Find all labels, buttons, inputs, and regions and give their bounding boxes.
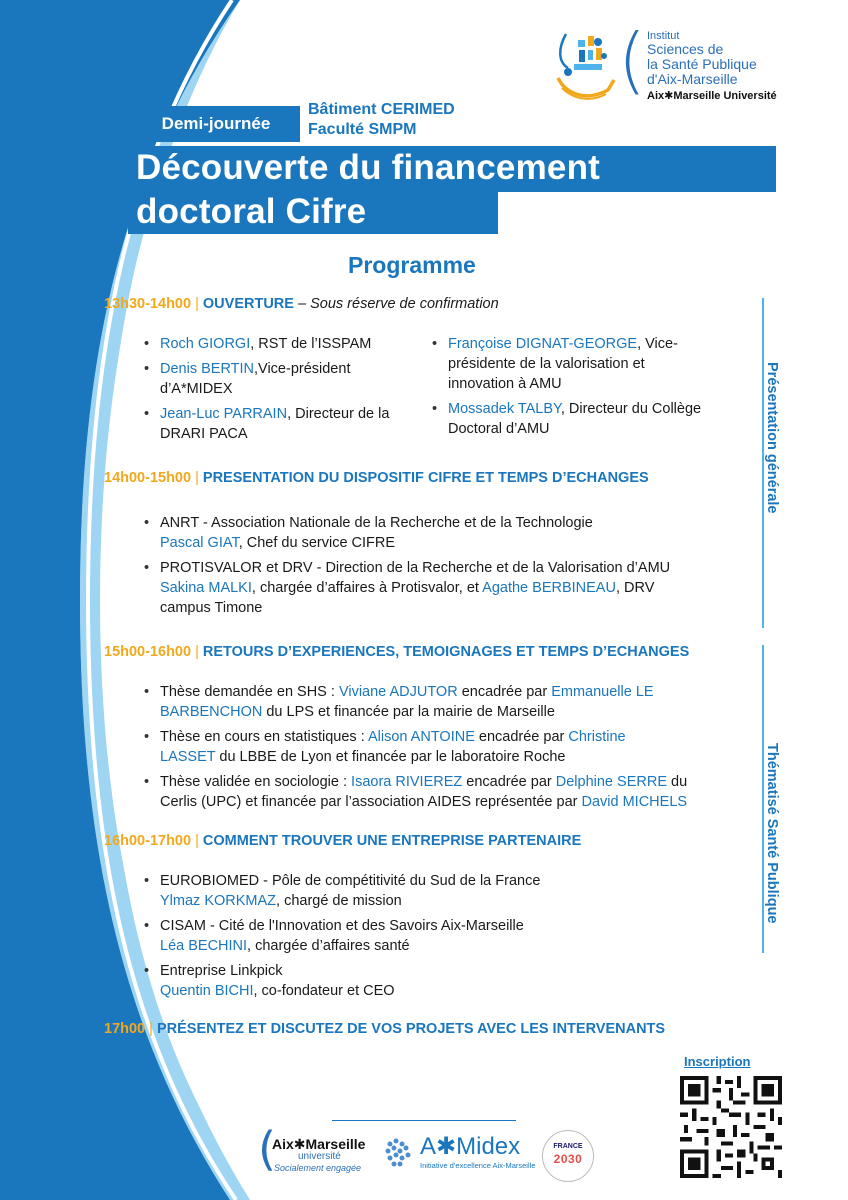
side-label-general: Présentation générale: [764, 362, 780, 514]
amidex-dots-icon: [384, 1136, 416, 1170]
org-line: CISAM - Cité de l'Innovation et des Savoirs Aix-Marseille: [160, 918, 524, 934]
france-2030-logo: [542, 1130, 594, 1182]
speaker-name: Pascal GIAT: [160, 535, 239, 551]
speaker-role-cont: Doctoral d’AMU: [448, 421, 550, 437]
list-item: [142, 558, 742, 618]
amu-logo: [258, 1122, 378, 1176]
cifre-items: [142, 513, 742, 623]
qr-code-icon[interactable]: [680, 1076, 782, 1178]
page-title-line1: Découverte du financement: [128, 146, 776, 192]
isspam-logo: [552, 18, 792, 110]
list-item: [142, 871, 742, 911]
programme-heading: Programme: [348, 252, 476, 278]
text: encadrée par: [474, 729, 569, 745]
section-separator: |: [195, 470, 199, 486]
speaker-role: , Chef du service CIFRE: [238, 535, 396, 551]
org-line: EUROBIOMED - Pôle de compétitivité du Sud de la France: [160, 873, 541, 889]
section-opening-header: [104, 296, 499, 312]
section-time: 17h00: [104, 1021, 146, 1037]
speaker-role: , co-fondateur et CEO: [253, 983, 395, 999]
isspam-line2: Sciences de: [647, 41, 724, 57]
section-time: 13h30-14h00: [104, 296, 192, 312]
list-item: [142, 727, 754, 767]
speaker-name-cont: BARBENCHON: [160, 704, 263, 720]
section-time: 14h00-15h00: [104, 470, 192, 486]
speaker-name: David MICHELS: [581, 794, 688, 810]
section-heading: RETOURS D’EXPERIENCES, TEMOIGNAGES ET TEMPS D’ECHANGES: [202, 644, 690, 660]
speaker-role: ,Vice-président: [254, 361, 351, 377]
speaker-role: , Vice-: [637, 336, 678, 352]
france-logo-line1: FRANCE: [553, 1143, 583, 1150]
section-projects-header: [104, 1021, 665, 1037]
speaker-name: Denis BERTIN: [160, 361, 255, 377]
speaker-name: Sakina MALKI: [160, 580, 252, 596]
speaker-name-cont: LASSET: [160, 749, 216, 765]
amu-logo-line3: Socialement engagée: [274, 1163, 362, 1173]
speaker-role-cont: d’A*MIDEX: [160, 381, 233, 397]
speaker-role-cont: innovation à AMU: [448, 376, 562, 392]
amidex-logo-line2: Initiative d’excellence Aix-Marseille: [420, 1161, 536, 1170]
text: Thèse en cours en statistiques :: [160, 729, 368, 745]
side-label-thematic: Thématisé Santé Publique: [764, 743, 780, 924]
speaker-role-cont: campus Timone: [160, 600, 263, 616]
speaker-name: Léa BECHINI: [160, 938, 248, 954]
isspam-line3: la Santé Publique: [647, 56, 757, 72]
speaker-name: Isaora RIVIEREZ: [351, 774, 463, 790]
speaker-name: Ylmaz KORKMAZ: [160, 893, 277, 909]
inscription-link[interactable]: Inscription: [684, 1054, 751, 1069]
section-separator: |: [195, 296, 199, 312]
speaker-role: , chargée d’affaires santé: [247, 938, 410, 954]
speaker-role-cont: DRARI PACA: [160, 426, 248, 442]
speaker-role: , chargée d’affaires à Protisvalor, et: [251, 580, 483, 596]
section-note: Sous réserve de confirmation: [310, 296, 499, 312]
amu-logo-line2: université: [298, 1151, 341, 1162]
text: encadrée par: [457, 684, 552, 700]
text: encadrée par: [462, 774, 556, 790]
isspam-line5: Aix✱Marseille Université: [647, 90, 777, 102]
section-time: 15h00-16h00: [104, 644, 192, 660]
logo-parenthesis: (: [258, 1122, 276, 1176]
speaker-name: Roch GIORGI: [160, 336, 251, 352]
amu-logo-line1: Aix✱Marseille: [272, 1136, 366, 1152]
text: du LPS et financée par la mairie de Marseille: [262, 704, 555, 720]
list-item: [142, 772, 754, 812]
section-separator: |: [149, 1021, 153, 1037]
org-line: Entreprise Linkpick: [160, 963, 283, 979]
speaker-name: Quentin BICHI: [160, 983, 254, 999]
venue-line2: Faculté SMPM: [308, 121, 417, 138]
event-type-badge: Demi-journée: [132, 106, 300, 142]
opening-speakers-right: [430, 334, 740, 444]
section-cifre-header: [104, 470, 649, 486]
text: Cerlis (UPC) et financée par l’association AIDES représentée par: [160, 794, 582, 810]
org-line: ANRT - Association Nationale de la Recherche et de la Technologie: [160, 515, 593, 531]
text: du: [667, 774, 688, 790]
section-dash: –: [297, 296, 307, 312]
amidex-logo-line1: A✱Midex: [420, 1133, 521, 1160]
speaker-name: Jean-Luc PARRAIN: [160, 406, 288, 422]
page-title-line2: doctoral Cifre: [128, 190, 498, 234]
isspam-logo-text: [647, 30, 777, 104]
list-item: [430, 399, 740, 439]
section-separator: |: [195, 644, 199, 660]
list-item: [142, 513, 742, 553]
speaker-name: Mossadek TALBY: [448, 401, 561, 417]
section-heading: PRÉSENTEZ ET DISCUTEZ DE VOS PROJETS AVEC LES INTERVENANTS: [156, 1021, 666, 1037]
speaker-name: Emmanuelle LE: [551, 684, 654, 700]
text: Thèse validée en sociologie :: [160, 774, 352, 790]
event-venue: [308, 100, 455, 140]
opening-speakers-left: [142, 334, 432, 449]
speaker-name: Françoise DIGNAT-GEORGE: [448, 336, 638, 352]
section-partner-header: [104, 833, 581, 849]
text: Thèse demandée en SHS :: [160, 684, 339, 700]
testimonial-items: [142, 682, 754, 817]
france-logo-line2: 2030: [553, 1152, 583, 1166]
list-item: [430, 334, 740, 394]
text: du LBBE de Lyon et financée par le laboratoire Roche: [215, 749, 566, 765]
section-heading: PRESENTATION DU DISPOSITIF CIFRE ET TEMPS D’ECHANGES: [202, 470, 649, 486]
org-line: PROTISVALOR et DRV - Direction de la Recherche et de la Valorisation d’AMU: [160, 560, 671, 576]
speaker-name: Delphine SERRE: [555, 774, 667, 790]
isspam-line1: Institut: [647, 30, 680, 42]
logo-parenthesis: (: [618, 18, 647, 102]
speaker-name: Alison ANTOINE: [367, 729, 475, 745]
section-testimonials-header: [104, 644, 689, 660]
speaker-role: , DRV: [615, 580, 655, 596]
speaker-role: , RST de l’ISSPAM: [250, 336, 372, 352]
list-item: [142, 916, 742, 956]
section-heading: OUVERTURE: [202, 296, 294, 312]
section-separator: |: [195, 833, 199, 849]
speaker-role: , Directeur de la: [287, 406, 390, 422]
venue-line1: Bâtiment CERIMED: [308, 101, 455, 118]
list-item: [142, 334, 432, 354]
footer-divider: [332, 1120, 516, 1121]
list-item: [142, 682, 754, 722]
list-item: [142, 404, 432, 444]
speaker-role: , Directeur du Collège: [560, 401, 702, 417]
section-heading: COMMENT TROUVER UNE ENTREPRISE PARTENAIRE: [202, 833, 582, 849]
amidex-logo: [384, 1132, 536, 1176]
section-time: 16h00-17h00: [104, 833, 192, 849]
list-item: [142, 961, 742, 1001]
partner-items: [142, 871, 742, 1006]
speaker-name: Christine: [568, 729, 626, 745]
isspam-line4: d'Aix-Marseille: [647, 71, 738, 87]
speaker-name: Viviane ADJUTOR: [338, 684, 458, 700]
public-health-illustration-icon: [552, 28, 620, 108]
speaker-role-cont: présidente de la valorisation et: [448, 356, 645, 372]
list-item: [142, 359, 432, 399]
speaker-name: Agathe BERBINEAU: [482, 580, 616, 596]
speaker-role: , chargé de mission: [276, 893, 402, 909]
